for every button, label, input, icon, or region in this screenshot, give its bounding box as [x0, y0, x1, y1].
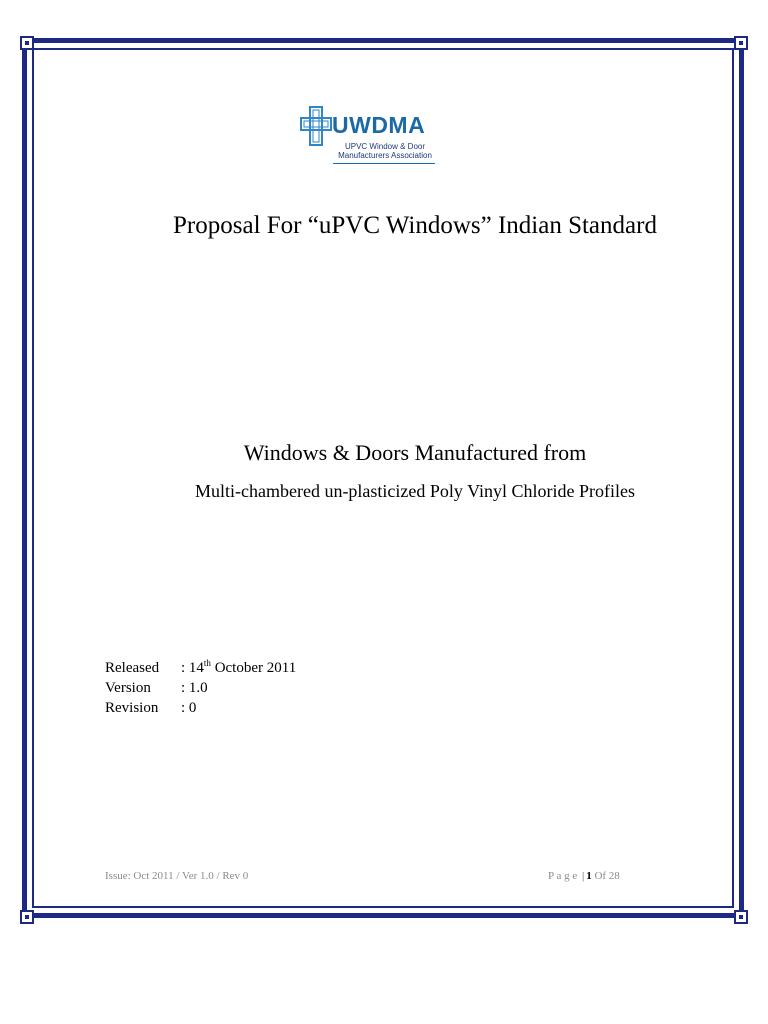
logo-tagline: UPVC Window & Door Manufacturers Association — [338, 142, 432, 160]
release-value: : 14th October 2011 — [181, 658, 297, 676]
border-corner-bottom-right — [734, 910, 748, 924]
version-label: Version — [105, 680, 151, 696]
revision-row — [105, 698, 296, 718]
release-info — [105, 658, 296, 718]
border-corner-top-right — [734, 36, 748, 50]
page-word: P a g e — [548, 870, 578, 882]
footer-page-number — [548, 870, 620, 882]
logo-underline — [333, 163, 435, 164]
version-value: : 1.0 — [181, 680, 208, 696]
window-cross-logo-icon — [300, 106, 332, 146]
release-row — [105, 658, 296, 678]
logo-name: UWDMA — [332, 112, 426, 138]
version-row — [105, 678, 296, 698]
revision-label: Revision — [105, 700, 159, 716]
page-total: Of 28 — [594, 870, 620, 882]
document-subtitle: Windows & Doors Manufactured from — [243, 440, 587, 465]
border-corner-bottom-left — [20, 910, 34, 924]
footer-issue: Issue: Oct 2011 / Ver 1.0 / Rev 0 — [105, 870, 249, 882]
border-corner-top-left — [20, 36, 34, 50]
revision-value: : 0 — [181, 700, 197, 716]
release-label: Released — [105, 660, 160, 676]
document-subtitle-secondary: Multi-chambered un-plasticized Poly Vinyl Chloride Profiles — [194, 481, 635, 501]
page-separator: | — [581, 870, 585, 882]
page-current: 1 — [586, 870, 592, 882]
page-border-inner — [32, 48, 734, 908]
uwdma-logo — [300, 106, 440, 170]
document-title: Proposal For “uPVC Windows” Indian Standard — [173, 212, 657, 239]
